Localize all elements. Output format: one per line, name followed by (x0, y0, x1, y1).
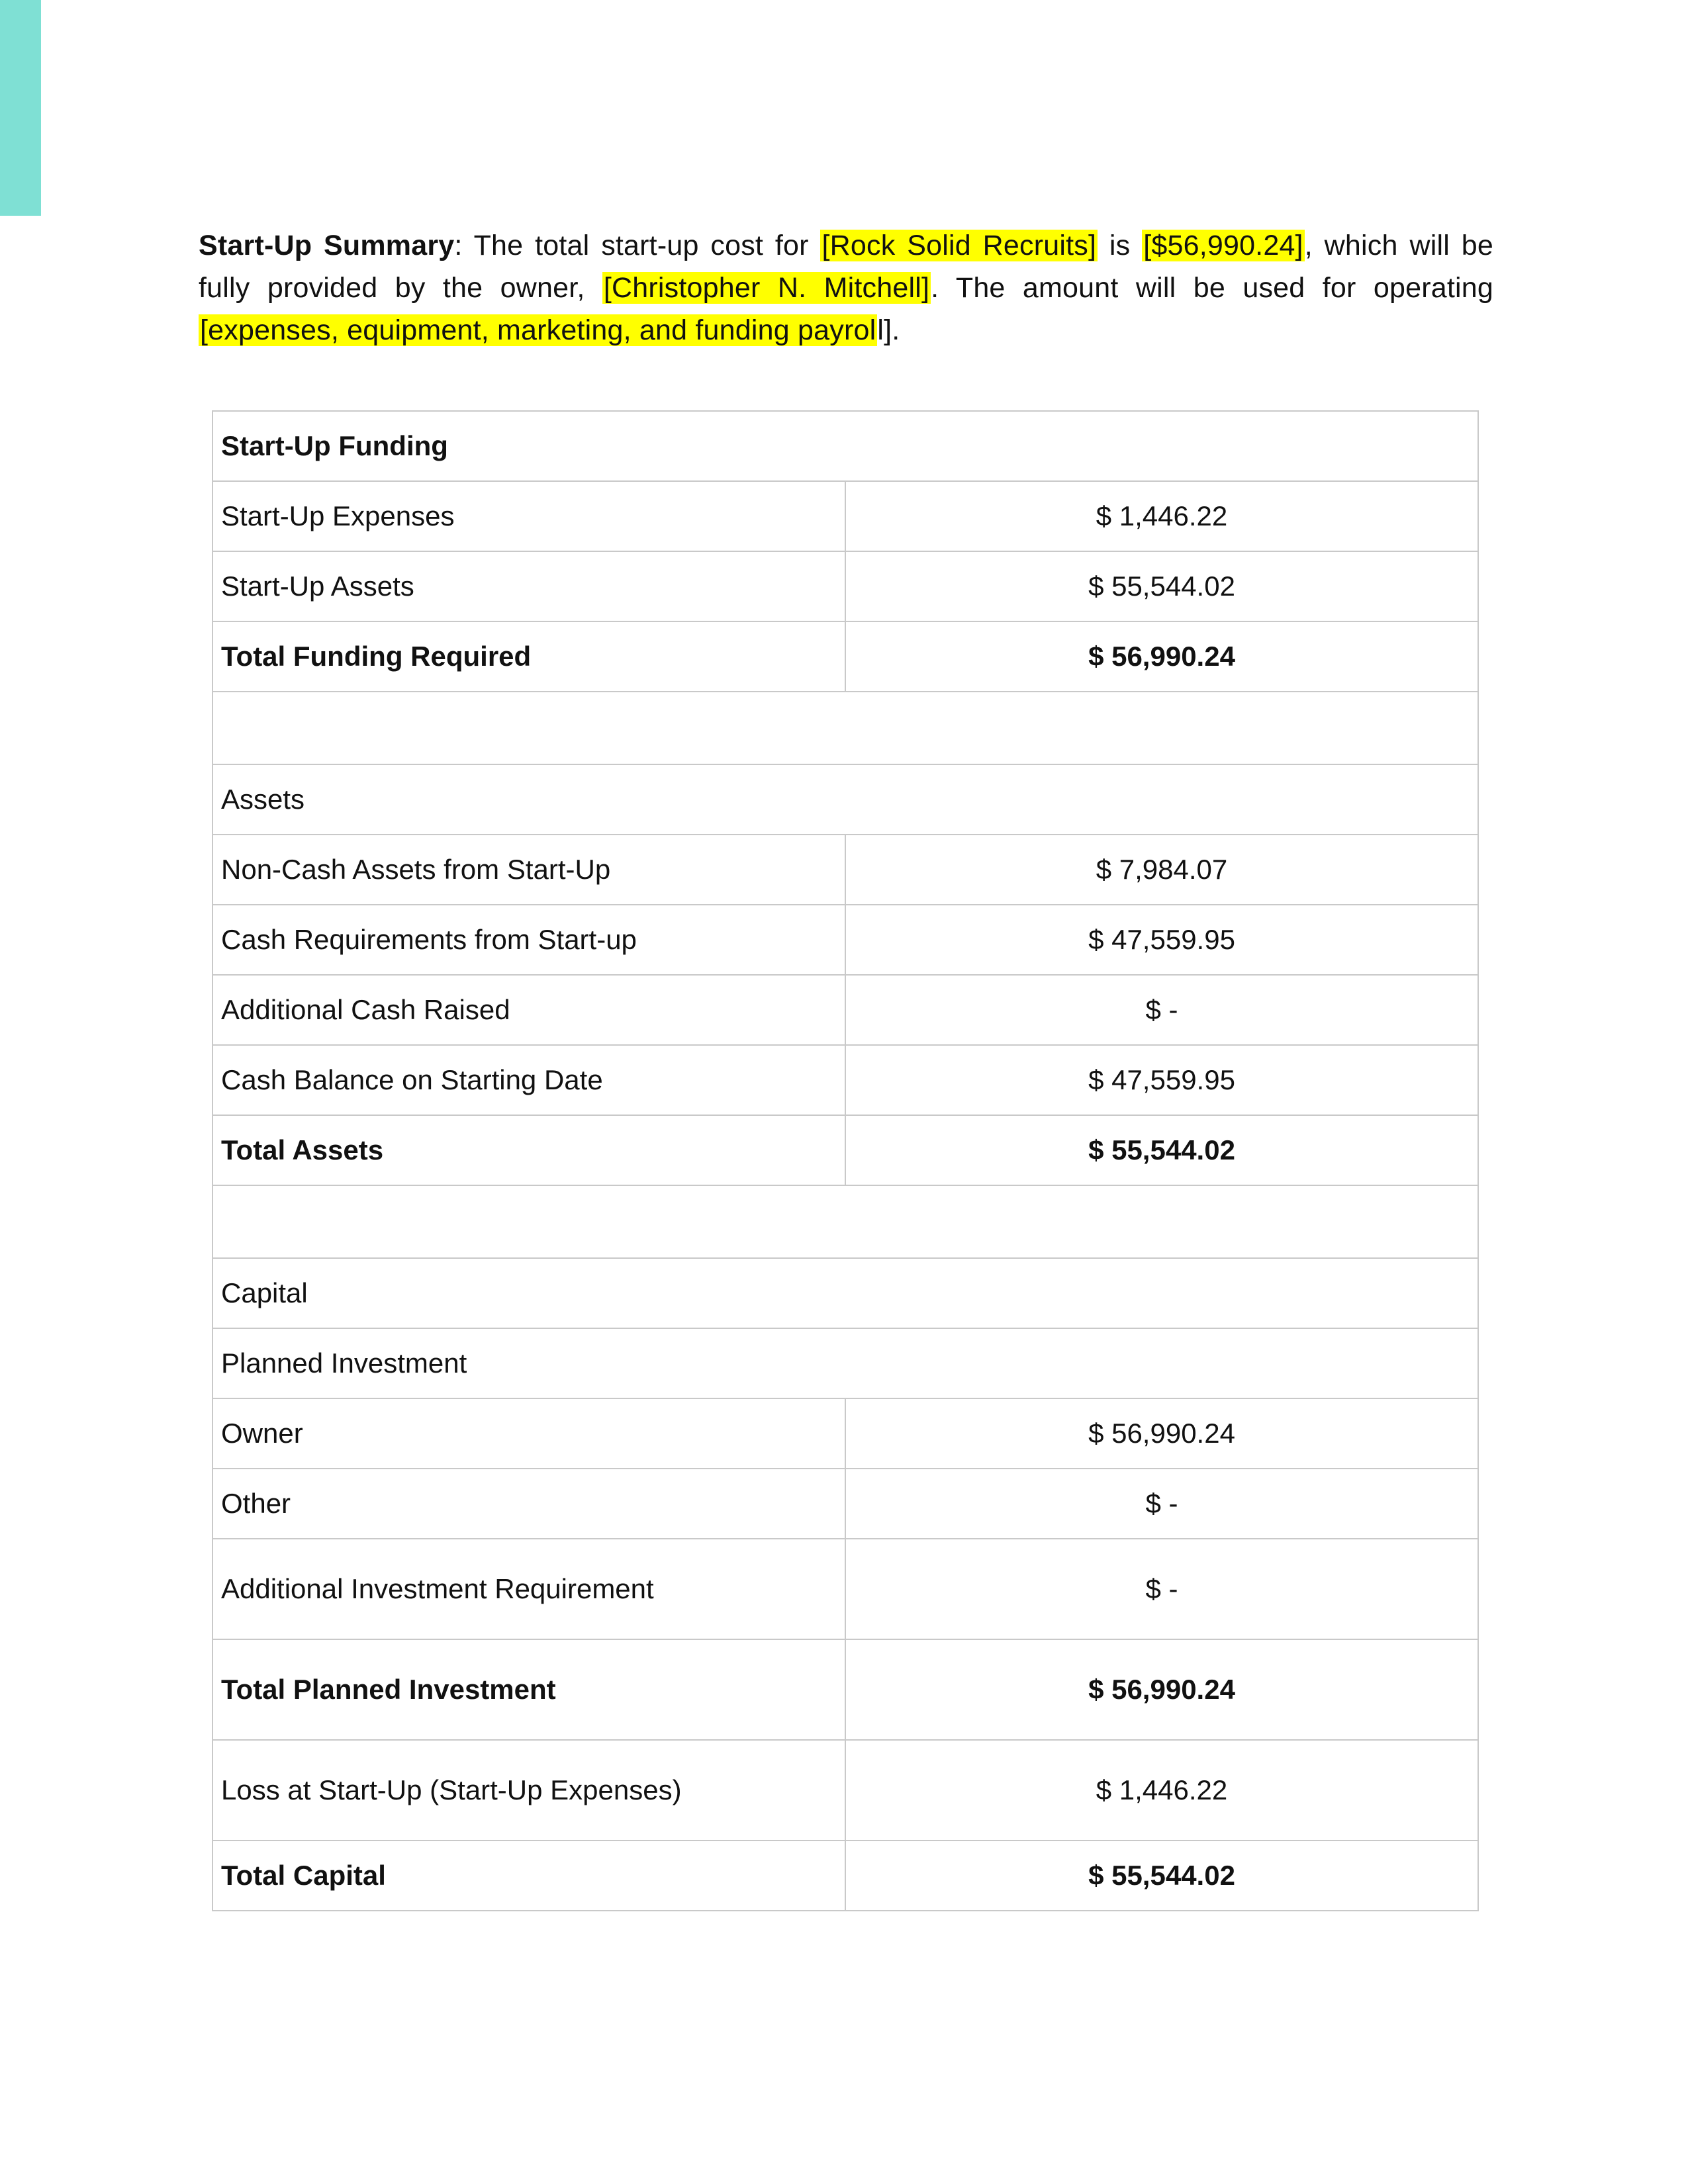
row-value: $ 47,559.95 (845, 905, 1478, 975)
table-row (212, 1398, 1478, 1469)
summary-text-5: ]. (884, 314, 900, 346)
summary-text-3: , which will be fully provided by the owner, (199, 230, 1493, 304)
table-row (212, 1469, 1478, 1539)
table-row (212, 551, 1478, 621)
table-section-row (212, 764, 1478, 835)
row-label: Owner (212, 1398, 845, 1469)
summary-text-2: is (1098, 230, 1143, 261)
row-value: $ - (845, 1469, 1478, 1539)
table-section-row (212, 1258, 1478, 1328)
row-value: $ 1,446.22 (845, 481, 1478, 551)
summary-text-1: : The total start-up cost for (454, 230, 821, 261)
amount-highlight: [$56,990.24] (1143, 230, 1303, 261)
row-label: Cash Balance on Starting Date (212, 1045, 845, 1115)
row-label: Loss at Start-Up (Start-Up Expenses) (212, 1740, 845, 1841)
table-row (212, 975, 1478, 1045)
row-label: Total Assets (212, 1115, 845, 1185)
row-value: $ 7,984.07 (845, 835, 1478, 905)
table-row (212, 1045, 1478, 1115)
table-header-row (212, 411, 1478, 481)
table-spacer-row (212, 692, 1478, 764)
row-value: $ 55,544.02 (845, 1115, 1478, 1185)
startup-summary-paragraph (199, 224, 1493, 351)
table-row (212, 481, 1478, 551)
row-label: Start-Up Expenses (212, 481, 845, 551)
table-spacer-row (212, 1185, 1478, 1258)
row-label: Total Funding Required (212, 621, 845, 692)
table-row (212, 1740, 1478, 1841)
row-value: $ 47,559.95 (845, 1045, 1478, 1115)
row-label: Additional Cash Raised (212, 975, 845, 1045)
uses-highlight: [expenses, equipment, marketing, and funding payrol (200, 314, 876, 346)
row-value: $ 56,990.24 (845, 621, 1478, 692)
table-row-total (212, 1841, 1478, 1911)
table-row-total (212, 621, 1478, 692)
row-label: Cash Requirements from Start-up (212, 905, 845, 975)
row-value: $ 56,990.24 (845, 1639, 1478, 1740)
startup-funding-table (212, 410, 1479, 1911)
row-value: $ - (845, 1539, 1478, 1639)
row-value: $ 1,446.22 (845, 1740, 1478, 1841)
owner-name-highlight: [Christopher N. Mitchell] (603, 272, 930, 304)
accent-bar (0, 0, 41, 216)
row-label: Additional Investment Requirement (212, 1539, 845, 1639)
section-label: Planned Investment (212, 1328, 1478, 1398)
row-value: $ 56,990.24 (845, 1398, 1478, 1469)
row-value: $ - (845, 975, 1478, 1045)
table-row-total (212, 1639, 1478, 1740)
summary-lead: Start-Up Summary (199, 230, 455, 261)
spacer-cell (212, 1185, 1478, 1258)
summary-text-4: . The amount will be used for operating (931, 272, 1493, 304)
table-row (212, 1539, 1478, 1639)
section-label: Assets (212, 764, 1478, 835)
table-row (212, 905, 1478, 975)
section-label: Capital (212, 1258, 1478, 1328)
row-label: Non-Cash Assets from Start-Up (212, 835, 845, 905)
table-row (212, 835, 1478, 905)
row-label: Start-Up Assets (212, 551, 845, 621)
table-section-row (212, 1328, 1478, 1398)
row-value: $ 55,544.02 (845, 1841, 1478, 1911)
row-label: Total Capital (212, 1841, 845, 1911)
summary-uses-end: l (877, 314, 884, 346)
row-value: $ 55,544.02 (845, 551, 1478, 621)
company-name-highlight: [Rock Solid Recruits] (821, 230, 1097, 261)
spacer-cell (212, 692, 1478, 764)
row-label: Total Planned Investment (212, 1639, 845, 1740)
table-row-total (212, 1115, 1478, 1185)
table-header: Start-Up Funding (212, 411, 1478, 481)
row-label: Other (212, 1469, 845, 1539)
